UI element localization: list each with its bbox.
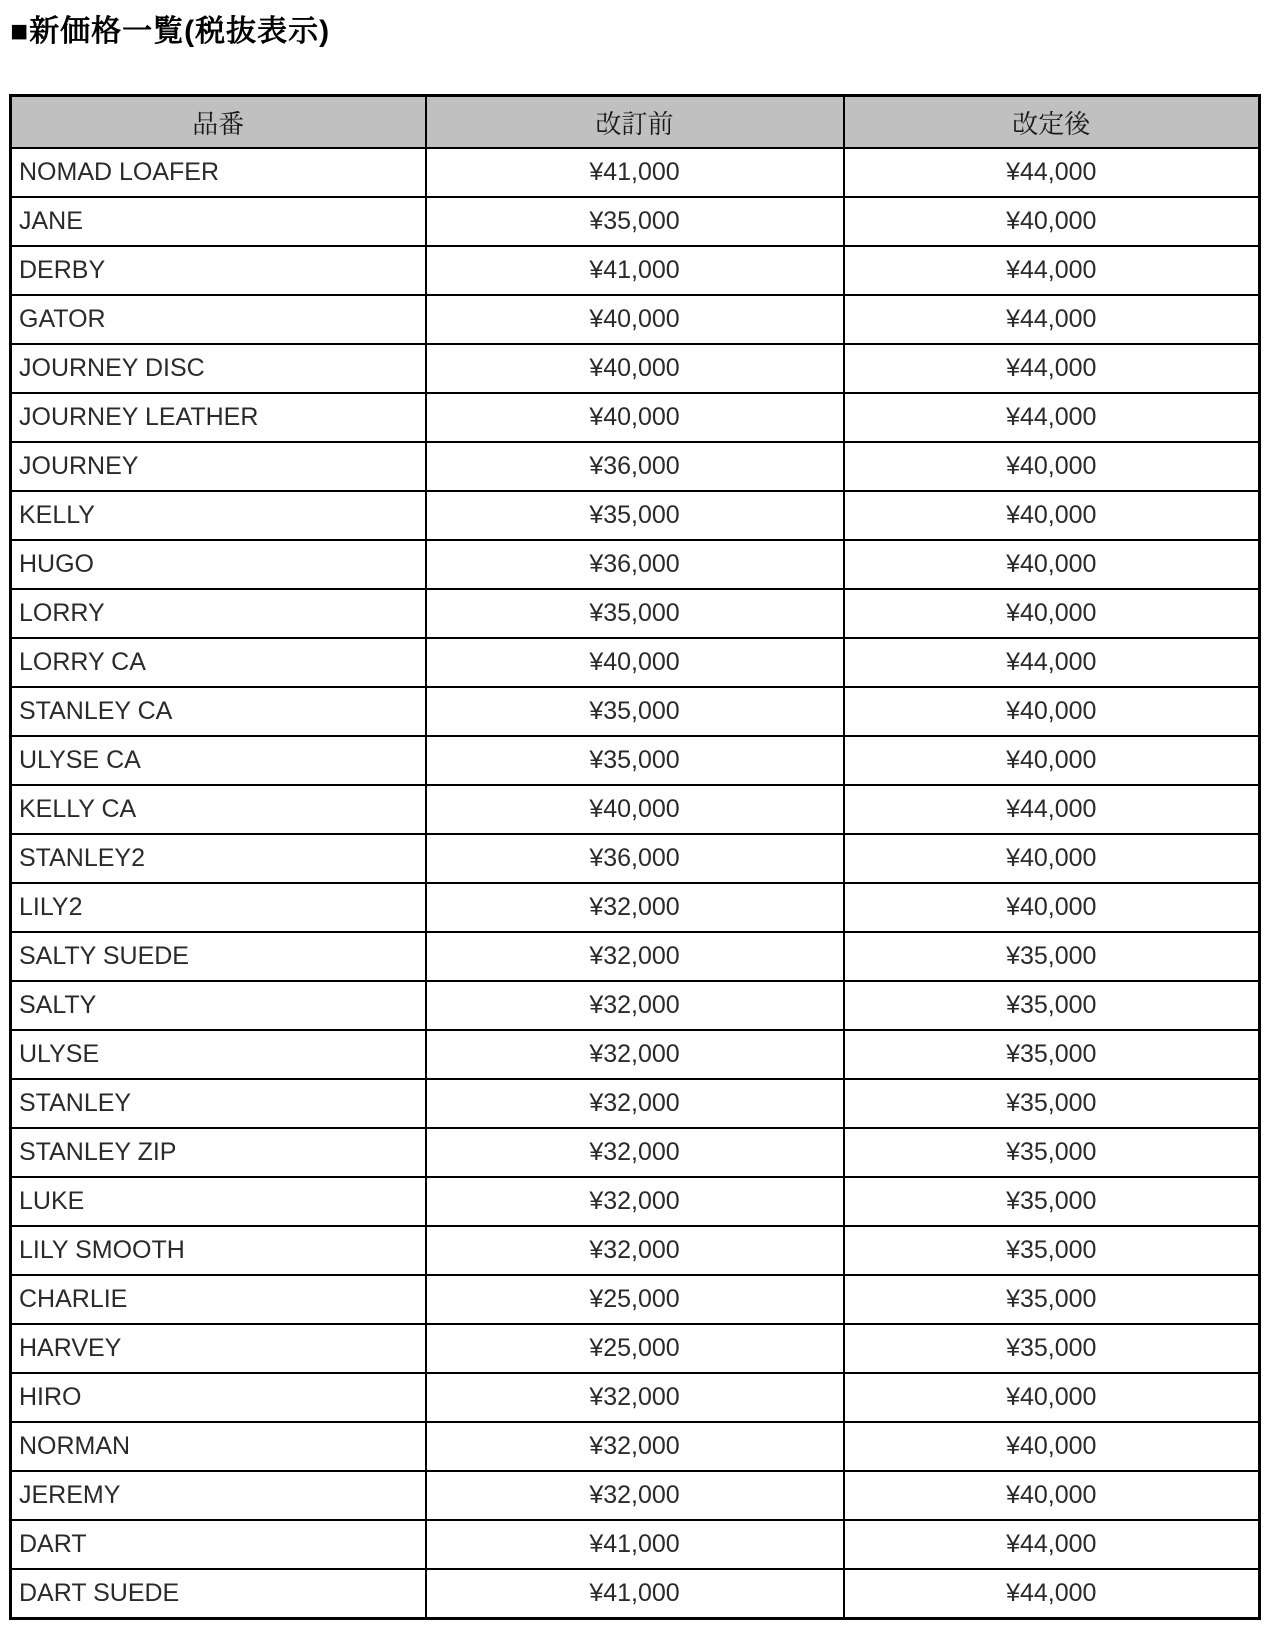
price-after-cell: ¥44,000 [844,1520,1260,1569]
table-row [11,1177,1260,1226]
price-before-cell: ¥40,000 [426,785,844,834]
product-name-cell: DART SUEDE [11,1569,426,1619]
price-before-cell: ¥36,000 [426,540,844,589]
price-after-cell: ¥40,000 [844,687,1260,736]
price-after-cell: ¥44,000 [844,638,1260,687]
header-row [11,96,1260,149]
price-after-cell: ¥35,000 [844,1226,1260,1275]
product-name-cell: CHARLIE [11,1275,426,1324]
price-before-cell: ¥32,000 [426,981,844,1030]
price-before-cell: ¥32,000 [426,1079,844,1128]
column-header-price-after: 改定後 [844,96,1260,149]
product-name-cell: JOURNEY LEATHER [11,393,426,442]
price-table-header [11,96,1260,149]
product-name-cell: DERBY [11,246,426,295]
price-after-cell: ¥35,000 [844,1177,1260,1226]
price-before-cell: ¥35,000 [426,589,844,638]
product-name-cell: GATOR [11,295,426,344]
product-name-cell: STANLEY CA [11,687,426,736]
price-after-cell: ¥40,000 [844,197,1260,246]
price-after-cell: ¥44,000 [844,344,1260,393]
table-row [11,1373,1260,1422]
price-after-cell: ¥40,000 [844,442,1260,491]
product-name-cell: LORRY CA [11,638,426,687]
price-before-cell: ¥32,000 [426,1128,844,1177]
price-before-cell: ¥40,000 [426,295,844,344]
product-name-cell: JANE [11,197,426,246]
product-name-cell: DART [11,1520,426,1569]
table-row [11,1520,1260,1569]
table-row [11,1079,1260,1128]
price-before-cell: ¥36,000 [426,442,844,491]
product-name-cell: NOMAD LOAFER [11,148,426,197]
table-row [11,1275,1260,1324]
price-after-cell: ¥40,000 [844,491,1260,540]
price-before-cell: ¥35,000 [426,736,844,785]
product-name-cell: LUKE [11,1177,426,1226]
table-row [11,589,1260,638]
product-name-cell: HARVEY [11,1324,426,1373]
product-name-cell: LORRY [11,589,426,638]
table-row [11,1324,1260,1373]
price-after-cell: ¥44,000 [844,1569,1260,1619]
table-row [11,736,1260,785]
product-name-cell: LILY SMOOTH [11,1226,426,1275]
price-after-cell: ¥40,000 [844,540,1260,589]
price-before-cell: ¥41,000 [426,148,844,197]
product-name-cell: SALTY [11,981,426,1030]
price-after-cell: ¥44,000 [844,785,1260,834]
product-name-cell: STANLEY2 [11,834,426,883]
price-after-cell: ¥35,000 [844,932,1260,981]
table-row [11,246,1260,295]
price-before-cell: ¥32,000 [426,1030,844,1079]
price-before-cell: ¥41,000 [426,246,844,295]
product-name-cell: STANLEY ZIP [11,1128,426,1177]
price-after-cell: ¥44,000 [844,148,1260,197]
table-row [11,393,1260,442]
price-before-cell: ¥35,000 [426,197,844,246]
product-name-cell: KELLY [11,491,426,540]
price-before-cell: ¥41,000 [426,1569,844,1619]
price-before-cell: ¥32,000 [426,1471,844,1520]
table-row [11,638,1260,687]
table-row [11,1128,1260,1177]
table-row [11,883,1260,932]
price-after-cell: ¥35,000 [844,1079,1260,1128]
table-row [11,491,1260,540]
price-after-cell: ¥40,000 [844,589,1260,638]
price-before-cell: ¥32,000 [426,883,844,932]
price-after-cell: ¥40,000 [844,883,1260,932]
price-table-body [11,148,1260,1619]
price-after-cell: ¥40,000 [844,834,1260,883]
price-after-cell: ¥44,000 [844,246,1260,295]
price-before-cell: ¥36,000 [426,834,844,883]
column-header-product-number: 品番 [11,96,426,149]
table-row [11,1030,1260,1079]
page-title: ■新価格一覧(税抜表示) [10,15,331,48]
price-after-cell: ¥40,000 [844,736,1260,785]
price-table [9,94,1261,1620]
price-before-cell: ¥32,000 [426,932,844,981]
table-row [11,932,1260,981]
price-before-cell: ¥32,000 [426,1373,844,1422]
product-name-cell: HIRO [11,1373,426,1422]
product-name-cell: LILY2 [11,883,426,932]
table-row [11,197,1260,246]
price-before-cell: ¥32,000 [426,1422,844,1471]
table-row [11,1226,1260,1275]
price-before-cell: ¥25,000 [426,1324,844,1373]
price-before-cell: ¥40,000 [426,638,844,687]
product-name-cell: ULYSE [11,1030,426,1079]
price-after-cell: ¥35,000 [844,1030,1260,1079]
product-name-cell: JEREMY [11,1471,426,1520]
product-name-cell: KELLY CA [11,785,426,834]
price-before-cell: ¥35,000 [426,687,844,736]
price-after-cell: ¥44,000 [844,393,1260,442]
price-before-cell: ¥41,000 [426,1520,844,1569]
price-before-cell: ¥40,000 [426,344,844,393]
price-after-cell: ¥35,000 [844,1275,1260,1324]
product-name-cell: NORMAN [11,1422,426,1471]
price-after-cell: ¥35,000 [844,981,1260,1030]
table-row [11,1471,1260,1520]
price-before-cell: ¥25,000 [426,1275,844,1324]
table-row [11,344,1260,393]
table-row [11,1569,1260,1619]
price-after-cell: ¥40,000 [844,1471,1260,1520]
table-row [11,981,1260,1030]
price-after-cell: ¥35,000 [844,1128,1260,1177]
column-header-price-before: 改訂前 [426,96,844,149]
table-row [11,687,1260,736]
price-before-cell: ¥35,000 [426,491,844,540]
table-row [11,442,1260,491]
table-row [11,834,1260,883]
product-name-cell: STANLEY [11,1079,426,1128]
price-after-cell: ¥44,000 [844,295,1260,344]
price-after-cell: ¥35,000 [844,1324,1260,1373]
table-row [11,148,1260,197]
product-name-cell: SALTY SUEDE [11,932,426,981]
table-row [11,1422,1260,1471]
product-name-cell: ULYSE CA [11,736,426,785]
product-name-cell: HUGO [11,540,426,589]
price-after-cell: ¥40,000 [844,1373,1260,1422]
price-before-cell: ¥32,000 [426,1177,844,1226]
product-name-cell: JOURNEY [11,442,426,491]
table-row [11,540,1260,589]
table-row [11,295,1260,344]
price-before-cell: ¥32,000 [426,1226,844,1275]
price-after-cell: ¥40,000 [844,1422,1260,1471]
table-row [11,785,1260,834]
product-name-cell: JOURNEY DISC [11,344,426,393]
price-before-cell: ¥40,000 [426,393,844,442]
